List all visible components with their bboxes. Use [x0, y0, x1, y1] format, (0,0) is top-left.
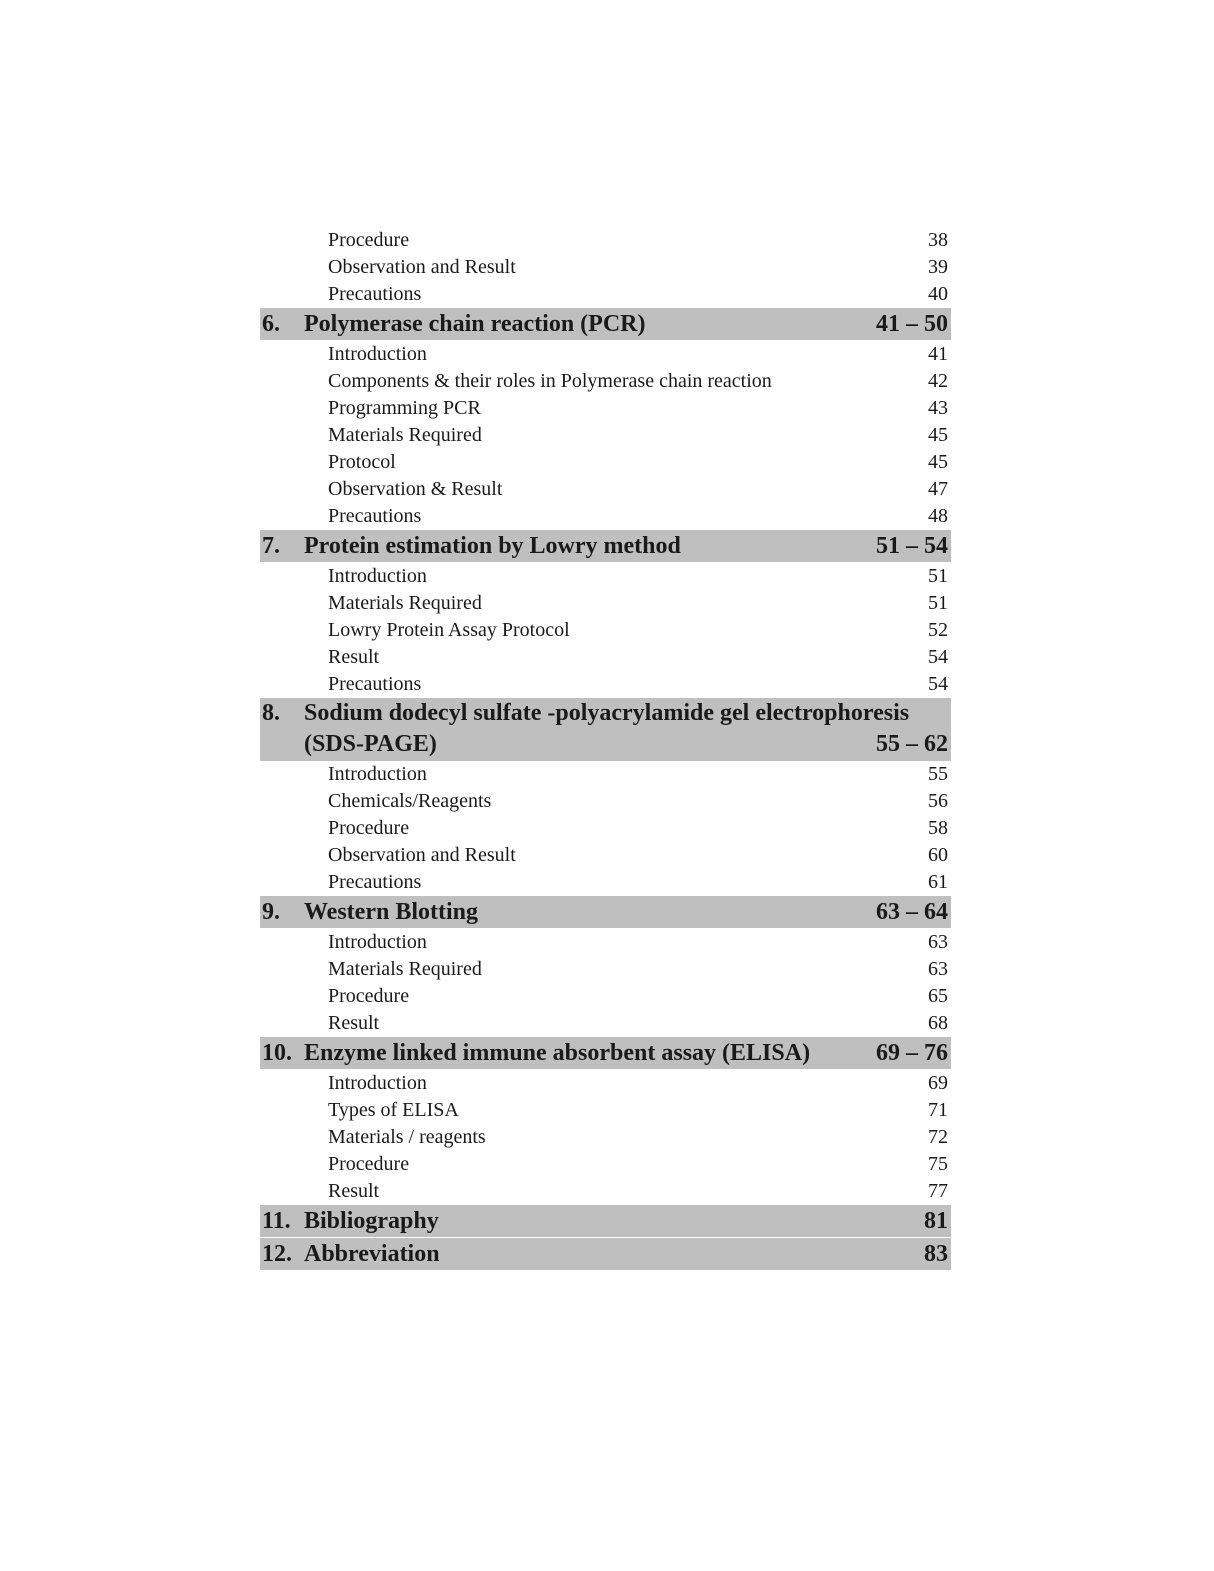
chapter-pages: 63 – 64 — [876, 899, 948, 925]
chapter-heading-6 — [260, 308, 951, 340]
chapter-title-continued: (SDS-PAGE) — [304, 731, 437, 757]
toc-entry-title: Procedure — [328, 817, 410, 839]
toc-entry — [260, 929, 951, 956]
chapter-pages: 81 — [924, 1208, 948, 1234]
toc-entry-page: 51 — [928, 565, 948, 587]
toc-entry-title: Materials Required — [328, 592, 482, 614]
toc-entry-page: 63 — [928, 958, 948, 980]
chapter-pages: 69 – 76 — [876, 1040, 948, 1066]
toc-entry — [260, 788, 951, 815]
toc-entry-page: 72 — [928, 1126, 948, 1148]
toc-entry-title: Observation and Result — [328, 844, 516, 866]
toc-entry-title: Precautions — [328, 505, 422, 527]
toc-entry-page: 56 — [928, 790, 948, 812]
toc-entry — [260, 395, 951, 422]
toc-entry-title: Result — [328, 1012, 380, 1034]
toc-entry-title: Precautions — [328, 283, 422, 305]
chapter-heading-9 — [260, 896, 951, 928]
toc-entry-title: Result — [328, 1180, 380, 1202]
toc-entry — [260, 281, 951, 308]
toc-entry-page: 40 — [928, 283, 948, 305]
toc-entry-title: Precautions — [328, 673, 422, 695]
chapter-heading-10 — [260, 1037, 951, 1069]
toc-entry-title: Observation & Result — [328, 478, 503, 500]
toc-entry-title: Lowry Protein Assay Protocol — [328, 619, 570, 641]
toc-entry-page: 47 — [928, 478, 948, 500]
toc-entry — [260, 815, 951, 842]
toc-entry-page: 51 — [928, 592, 948, 614]
chapter-title: Polymerase chain reaction (PCR) — [304, 311, 646, 337]
toc-entry — [260, 449, 951, 476]
toc-entry-page: 71 — [928, 1099, 948, 1121]
chapter-number: 11. — [262, 1208, 291, 1234]
toc-entry-page: 69 — [928, 1072, 948, 1094]
chapter-pages: 41 – 50 — [876, 311, 948, 337]
toc-entry-page: 60 — [928, 844, 948, 866]
chapter-title: Protein estimation by Lowry method — [304, 533, 681, 559]
toc-entry-title: Introduction — [328, 763, 427, 785]
toc-entry-page: 38 — [928, 229, 948, 251]
toc-entry — [260, 503, 951, 530]
toc-entry-page: 43 — [928, 397, 948, 419]
toc-entry — [260, 1010, 951, 1037]
toc-entry — [260, 590, 951, 617]
toc-entry-title: Components & their roles in Polymerase chain reaction — [328, 370, 772, 392]
chapter-pages: 83 — [924, 1241, 948, 1267]
toc-entry-title: Materials Required — [328, 958, 482, 980]
toc-entry — [260, 368, 951, 395]
toc-entry-title: Introduction — [328, 565, 427, 587]
toc-entry — [260, 956, 951, 983]
toc-entry-page: 48 — [928, 505, 948, 527]
chapter-heading-8 — [260, 698, 951, 761]
chapter-number: 10. — [262, 1040, 292, 1066]
chapter-title: Bibliography — [304, 1208, 439, 1234]
chapter-number: 12. — [262, 1241, 292, 1267]
toc-entry-page: 55 — [928, 763, 948, 785]
toc-entry-page: 42 — [928, 370, 948, 392]
chapter-number: 6. — [262, 311, 280, 337]
toc-entry — [260, 617, 951, 644]
toc-entry — [260, 254, 951, 281]
toc-entry — [260, 842, 951, 869]
toc-entry-title: Procedure — [328, 985, 410, 1007]
toc-entry-title: Procedure — [328, 229, 410, 251]
toc-entry-page: 65 — [928, 985, 948, 1007]
toc-entry — [260, 227, 951, 254]
chapter-heading-11 — [260, 1205, 951, 1237]
toc-entry-page: 75 — [928, 1153, 948, 1175]
toc-entry-page: 52 — [928, 619, 948, 641]
toc-entry-page: 61 — [928, 871, 948, 893]
toc-entry-page: 68 — [928, 1012, 948, 1034]
toc-entry — [260, 563, 951, 590]
toc-entry-title: Materials / reagents — [328, 1126, 486, 1148]
toc-entry — [260, 1124, 951, 1151]
toc-entry — [260, 869, 951, 896]
toc-entry — [260, 671, 951, 698]
chapter-pages: 51 – 54 — [876, 533, 948, 559]
chapter-number: 7. — [262, 533, 280, 559]
chapter-title: Abbreviation — [304, 1241, 440, 1267]
toc-entry-page: 77 — [928, 1180, 948, 1202]
chapter-number: 8. — [262, 700, 280, 726]
toc-entry-title: Programming PCR — [328, 397, 481, 419]
toc-entry-title: Observation and Result — [328, 256, 516, 278]
toc-entry-page: 41 — [928, 343, 948, 365]
toc-entry-title: Types of ELISA — [328, 1099, 459, 1121]
toc-entry — [260, 1178, 951, 1205]
toc-entry-title: Introduction — [328, 343, 427, 365]
toc-entry-title: Precautions — [328, 871, 422, 893]
chapter-title: Western Blotting — [304, 899, 478, 925]
chapter-number: 9. — [262, 899, 280, 925]
chapter-pages: 55 – 62 — [876, 731, 948, 757]
toc-entry — [260, 644, 951, 671]
toc-entry — [260, 761, 951, 788]
toc-entry — [260, 1070, 951, 1097]
toc-entry-page: 39 — [928, 256, 948, 278]
toc-entry-page: 54 — [928, 673, 948, 695]
toc-entry-title: Introduction — [328, 1072, 427, 1094]
toc-entry — [260, 1097, 951, 1124]
toc-entry — [260, 341, 951, 368]
table-of-contents — [260, 227, 951, 1271]
chapter-title: Sodium dodecyl sulfate -polyacrylamide gel electrophoresis — [304, 700, 910, 726]
toc-entry — [260, 422, 951, 449]
chapter-title: Enzyme linked immune absorbent assay (ELISA) — [304, 1040, 811, 1066]
toc-entry-title: Introduction — [328, 931, 427, 953]
toc-entry-page: 63 — [928, 931, 948, 953]
toc-entry-page: 54 — [928, 646, 948, 668]
toc-entry-title: Protocol — [328, 451, 396, 473]
toc-entry-page: 45 — [928, 451, 948, 473]
chapter-heading-7 — [260, 530, 951, 562]
toc-entry-page: 58 — [928, 817, 948, 839]
toc-entry — [260, 983, 951, 1010]
chapter-heading-12 — [260, 1238, 951, 1270]
toc-entry-page: 45 — [928, 424, 948, 446]
toc-entry — [260, 476, 951, 503]
toc-entry — [260, 1151, 951, 1178]
toc-entry-title: Result — [328, 646, 380, 668]
toc-entry-title: Materials Required — [328, 424, 482, 446]
toc-entry-title: Procedure — [328, 1153, 410, 1175]
toc-entry-title: Chemicals/Reagents — [328, 790, 492, 812]
